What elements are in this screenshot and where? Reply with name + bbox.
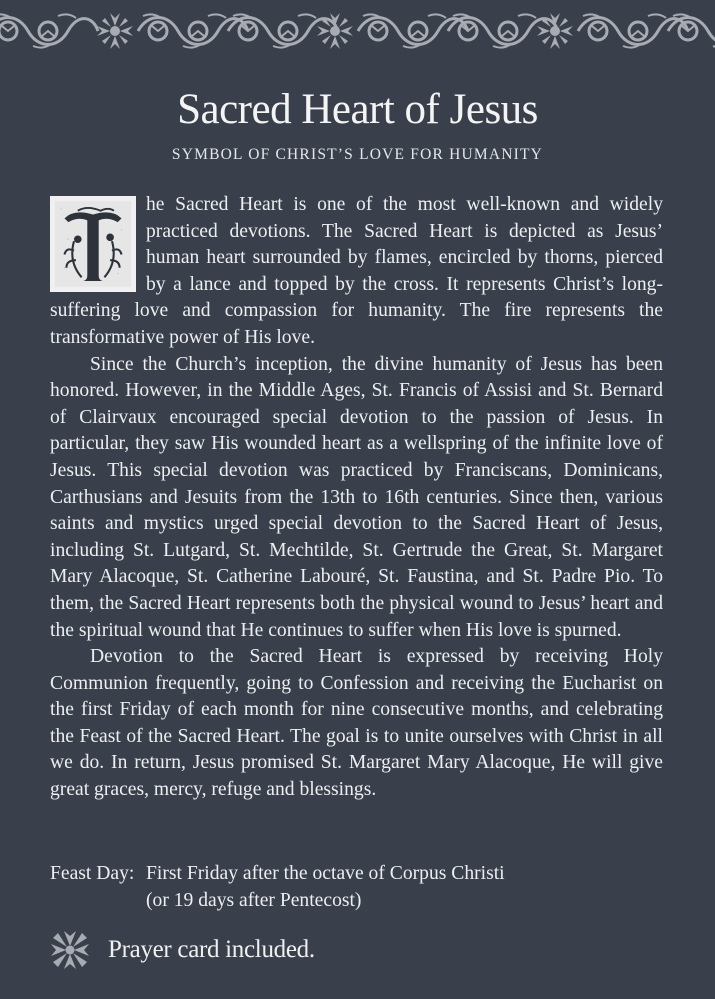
drop-cap-icon [50, 196, 136, 292]
body-text [50, 192, 663, 804]
ornamental-border [0, 8, 715, 54]
paragraph-1: he Sacred Heart is one of the most well-known and widely practiced devotions. The Sacred Heart is depicted as Jesus’ human heart surrounded by flames, encircled by thorns, pierced by a lance and topped by the cross. It represents Christ’s long-suffering love and compassion for humanity. The fire represents the transformative power of His love. [50, 194, 663, 348]
feast-day-line-2: (or 19 days after Pentecost) [146, 889, 362, 911]
prayer-card-note [50, 930, 315, 970]
paragraph-3: Devotion to the Sacred Heart is expressed by receiving Holy Communion frequently, going to Confession and receiving the Eucharist on the first Friday of each month for nine consecutive months, and celebrating the Feast of the Sacred Heart. The goal is to unite ourselves with Christ in all we do. In return, Jesus promised St. Margaret Mary Alacoque, He will give great graces, mercy, refuge and blessings. [50, 646, 663, 801]
paragraph-2: Since the Church’s inception, the divine humanity of Jesus has been honored. However, in the Middle Ages, St. Francis of Assisi and St. Bernard of Clairvaux encouraged special devotion to the passion of Jesus. In particular, they saw His wounded heart as a wellspring of the infinite love of Jesus. This special devotion was practiced by Franciscans, Dominicans, Carthusians and Jesuits from the 13th to 16th centuries. Since then, various saints and mystics urged special devotion to the Sacred Heart of Jesus, including St. Lutgard, St. Mechtilde, St. Gertrude the Great, St. Margaret Mary Alacoque, St. Catherine Labouré, St. Faustina, and St. Padre Pio. To them, the Sacred Heart represents both the physical wound to Jesus’ heart and the spiritual wound that He continues to suffer when His love is spurned. [50, 353, 663, 641]
feast-day [50, 861, 505, 914]
fleur-cross-ornament-icon [50, 930, 90, 970]
prayer-card-text: Prayer card included. [108, 936, 315, 963]
page-subtitle: SYMBOL OF CHRIST’S LOVE FOR HUMANITY [171, 146, 544, 163]
page-title: Sacred Heart of Jesus [177, 86, 538, 133]
feast-day-label: Feast Day: [50, 863, 135, 884]
feast-day-line-1: First Friday after the octave of Corpus Christi [146, 863, 505, 884]
